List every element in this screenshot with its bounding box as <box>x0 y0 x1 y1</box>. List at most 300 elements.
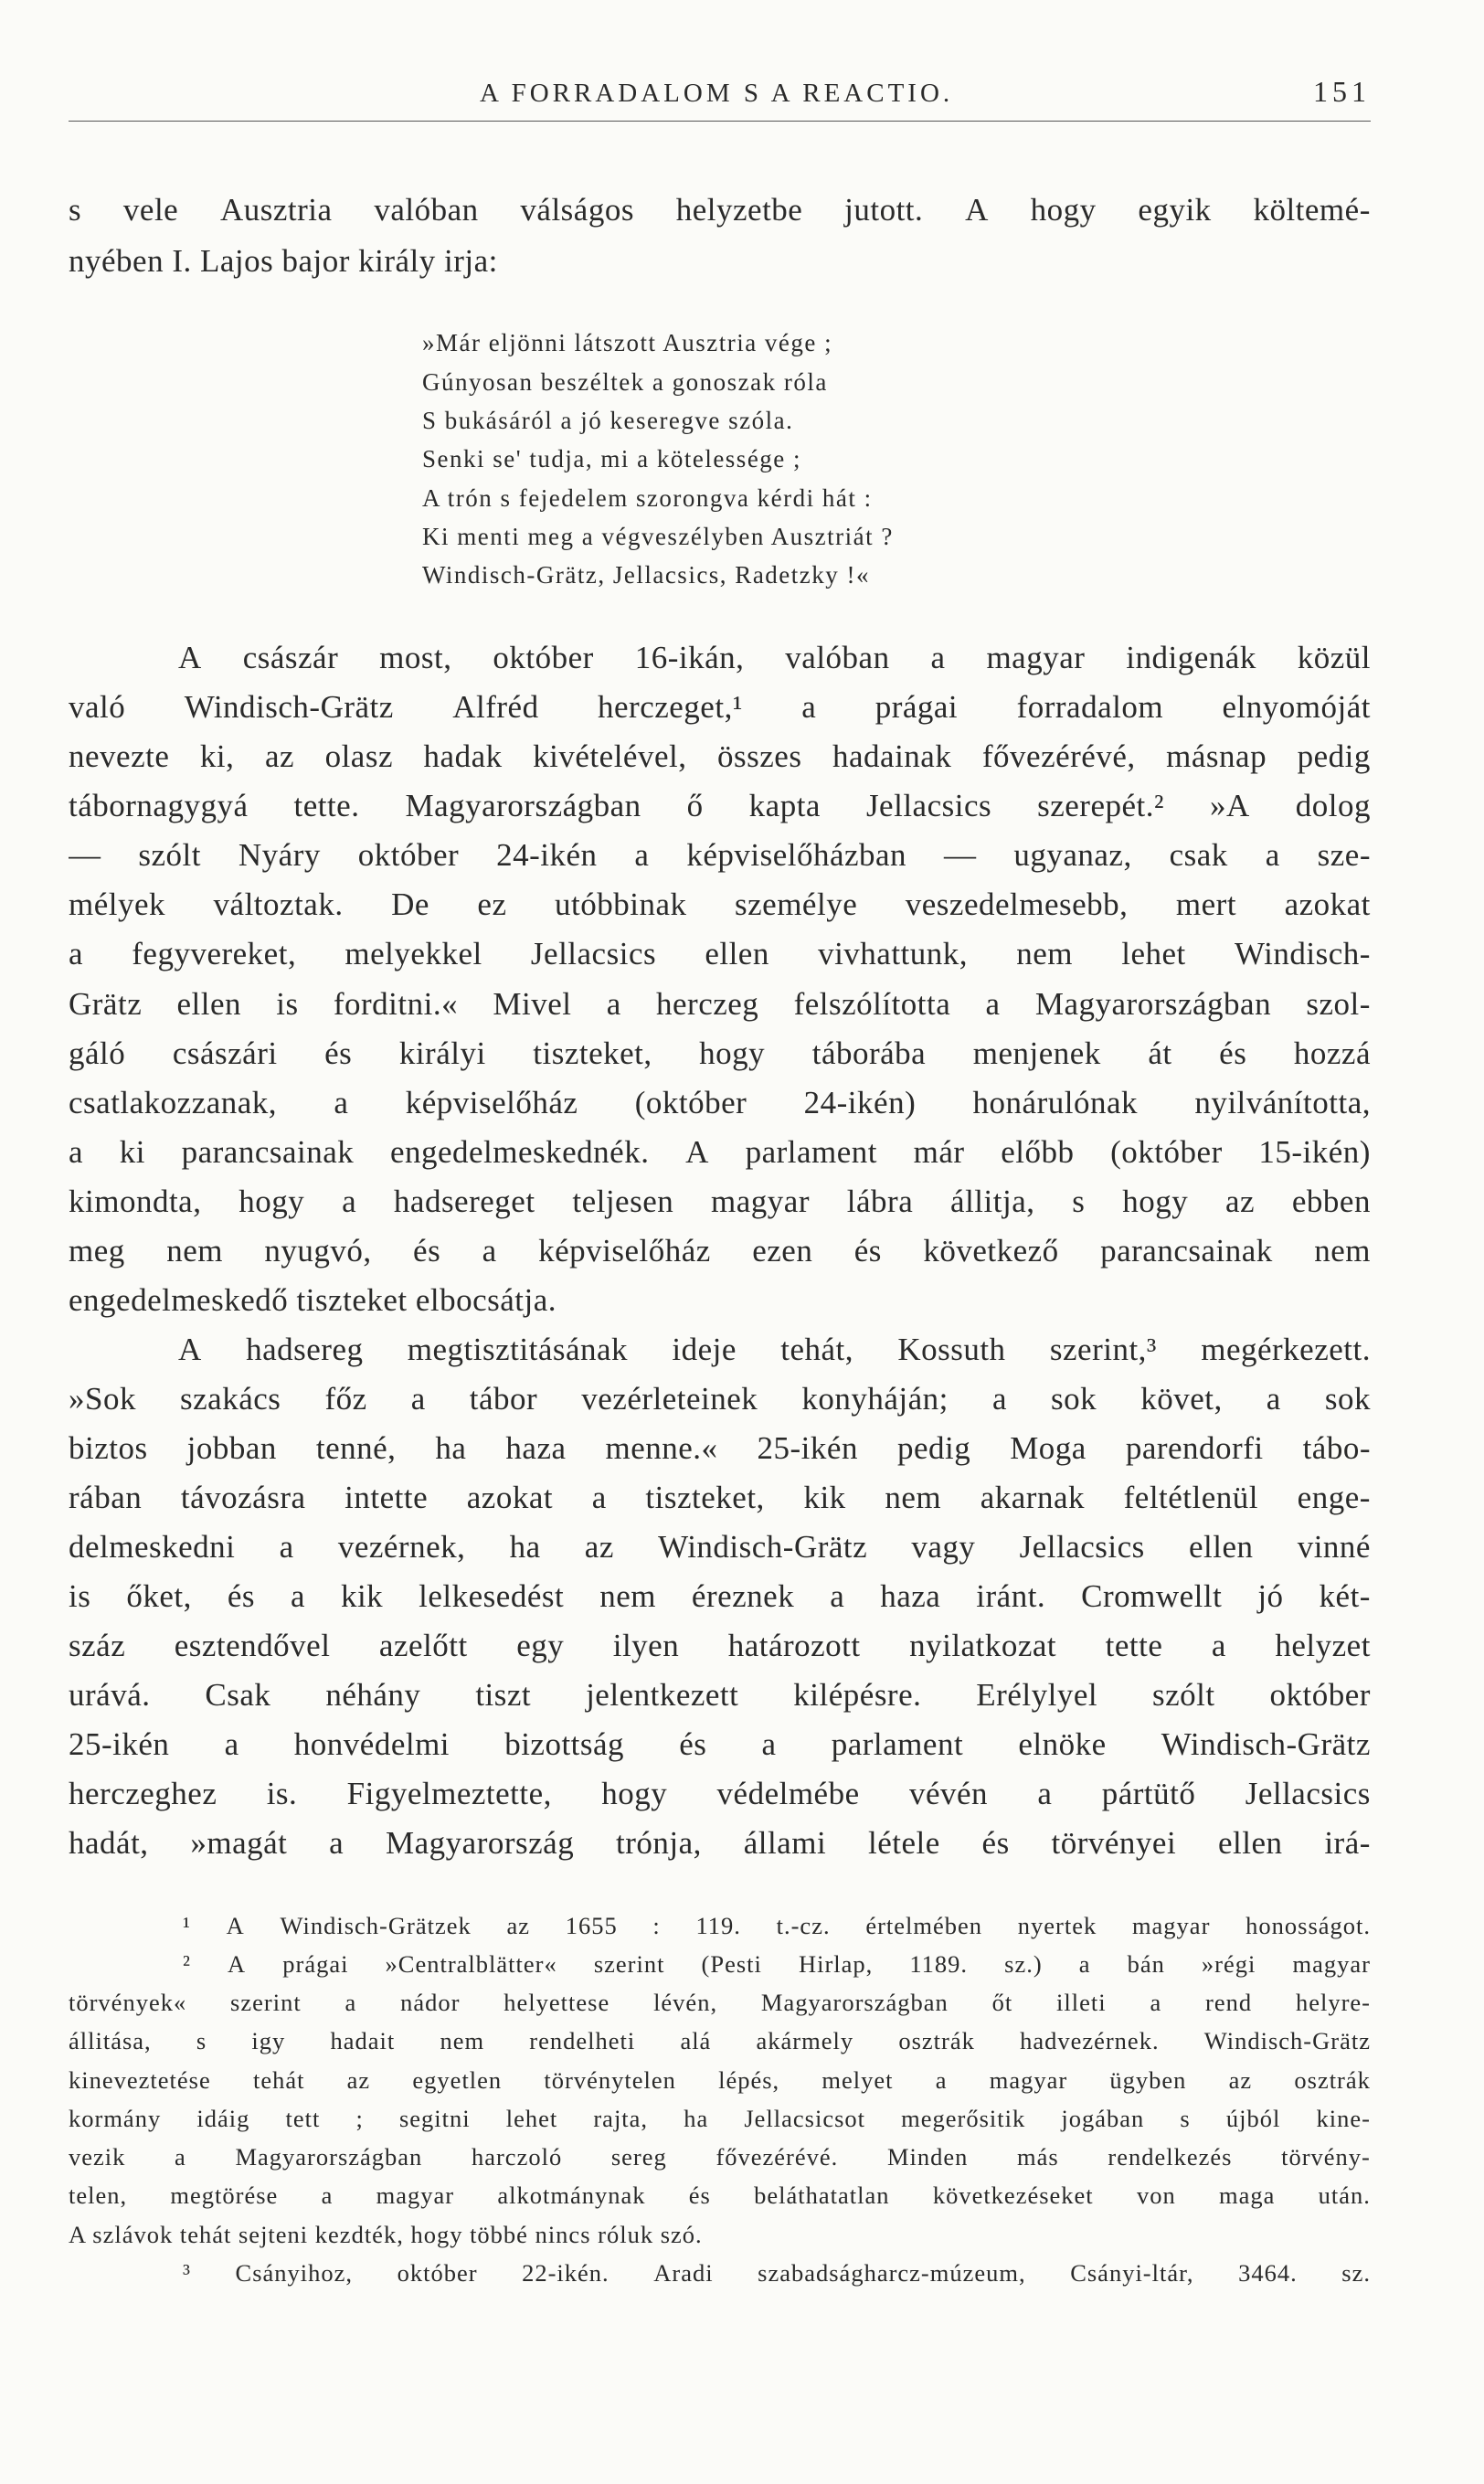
word: nyugvó, <box>264 1233 372 1269</box>
word: magyar <box>1131 1912 1211 1939</box>
word: való <box>69 689 126 725</box>
word: után. <box>1318 2181 1371 2209</box>
word: magyar <box>989 2066 1068 2094</box>
word: és <box>227 1578 255 1614</box>
word: delmeskedni <box>69 1529 236 1565</box>
poem-line: Windisch-Grätz, Jellacsics, Radetzky !« <box>422 561 871 589</box>
word: Csányi-ltár, <box>1070 2259 1194 2287</box>
word: herczeg <box>656 986 759 1022</box>
word: sze- <box>1317 837 1371 873</box>
word: száz <box>69 1628 126 1663</box>
word: ellen <box>1217 1825 1283 1861</box>
word: ez <box>477 886 507 922</box>
word: szerepét.² <box>1037 788 1164 823</box>
word: »A <box>1209 788 1250 823</box>
word: a <box>321 2181 334 2209</box>
word: lelkesedést <box>419 1578 565 1614</box>
word: őt <box>991 1989 1013 2016</box>
word: honosságot. <box>1246 1912 1371 1939</box>
footnote-line <box>69 1989 1371 2017</box>
word: meg <box>69 1233 125 1269</box>
word: Grätz <box>69 986 143 1022</box>
paragraph-1-line <box>69 1085 1371 1121</box>
word: De <box>391 886 429 922</box>
word: nádor <box>400 1989 461 2016</box>
word: akarnak <box>980 1480 1085 1515</box>
footnote-line <box>69 2066 1371 2095</box>
word: fegyvereket, <box>132 936 297 971</box>
word: maga <box>1219 2181 1276 2209</box>
word: a <box>1266 1381 1281 1417</box>
word: vezik <box>69 2143 126 2171</box>
word: csatlakozzanak, <box>69 1085 278 1120</box>
word: Csányihoz, <box>235 2259 354 2287</box>
word: a <box>410 1381 426 1417</box>
word: kik <box>340 1578 384 1614</box>
paragraph-1-line <box>69 788 1371 824</box>
word: dolog <box>1295 788 1371 823</box>
word: beláthatatlan <box>754 2181 890 2209</box>
word: hadsereget <box>393 1184 535 1219</box>
word: helyzetbe <box>675 192 803 228</box>
word: tiszteket, <box>645 1480 765 1515</box>
word: Minden <box>886 2143 969 2171</box>
word: Figyelmeztette, <box>346 1776 552 1811</box>
running-header <box>69 75 1371 122</box>
word: Windisch-Grätz <box>658 1529 868 1565</box>
word: és <box>981 1825 1010 1861</box>
word: sz. <box>1341 2259 1371 2287</box>
word: elnöke <box>1018 1726 1107 1762</box>
paragraph-2-line <box>69 1825 1371 1862</box>
word: csak <box>1169 837 1228 873</box>
word: Kossuth <box>897 1332 1006 1367</box>
word: menne.« <box>605 1430 718 1466</box>
word: a <box>279 1529 294 1565</box>
paragraph-2-line <box>178 1332 1371 1368</box>
word: — <box>69 837 101 873</box>
word: vévén <box>908 1776 989 1811</box>
word: rában <box>69 1480 143 1515</box>
word: mert <box>1175 886 1237 922</box>
word: október <box>1269 1677 1371 1713</box>
word: magyar <box>1292 1950 1371 1978</box>
poem-line: A trón s fejedelem szorongva kérdi hát : <box>422 484 873 512</box>
word: értelmében <box>865 1912 983 1939</box>
poem-line: Ki menti meg a végveszélyben Ausztriát ? <box>422 523 894 550</box>
word: helyettese <box>504 1989 610 2016</box>
word: megerősitik <box>901 2105 1026 2132</box>
footnote-line <box>69 2181 1371 2210</box>
word: és <box>688 2181 711 2209</box>
paragraph-1-line <box>178 640 1371 676</box>
word: 25-ikén <box>757 1430 858 1466</box>
word: haza <box>505 1430 567 1466</box>
word: a <box>329 1825 344 1861</box>
word: a <box>1078 1950 1091 1978</box>
word: herczeghez <box>69 1776 217 1811</box>
word: sok <box>1324 1381 1371 1417</box>
word: törvények« <box>69 1989 187 2016</box>
word: : <box>652 1912 661 1939</box>
word: parlament <box>745 1134 877 1170</box>
word: feltétlenül <box>1123 1480 1259 1515</box>
word: állitja, <box>950 1184 1035 1219</box>
word: kik <box>803 1480 846 1515</box>
word: ³ <box>183 2259 191 2287</box>
word: tett <box>285 2105 321 2132</box>
paragraph-1-line <box>69 886 1371 923</box>
word: prágai <box>282 1950 349 1978</box>
word: nem <box>599 1578 656 1614</box>
word: engedelmeskednék. <box>389 1134 650 1170</box>
paragraph-1-line <box>69 936 1371 972</box>
word: tábo- <box>1302 1430 1371 1466</box>
word: prágai <box>874 689 959 725</box>
word: szerint <box>230 1989 302 2016</box>
word: vezérnek, <box>337 1529 466 1565</box>
paragraph-1-line <box>69 1233 1371 1269</box>
word: és <box>853 1233 882 1269</box>
word: A <box>228 1950 247 1978</box>
word: teljesen <box>572 1184 674 1219</box>
word: Aradi <box>653 2259 714 2287</box>
word: s <box>1180 2105 1191 2132</box>
word: egyik <box>1138 192 1212 228</box>
word: herczeget,¹ <box>598 689 743 725</box>
word: s <box>1072 1184 1086 1219</box>
word: osztrák <box>898 2027 975 2054</box>
paragraph-1-line <box>69 837 1371 874</box>
word: királyi <box>398 1035 486 1071</box>
word: lehet <box>505 2105 558 2132</box>
word: képviselőház <box>538 1233 711 1269</box>
word: a <box>801 689 817 725</box>
word: menjenek <box>972 1035 1101 1071</box>
word: »Sok <box>69 1381 136 1417</box>
word: ő <box>686 788 704 823</box>
intro-line <box>69 192 1371 228</box>
word: ideje <box>672 1332 737 1367</box>
word: nem <box>1016 936 1074 971</box>
word: vivhattunk, <box>818 936 969 971</box>
word: iránt. <box>976 1578 1046 1614</box>
word: szólt <box>1152 1677 1215 1713</box>
word: Windisch-Grätzek <box>280 1912 472 1939</box>
word: illeti <box>1056 1989 1107 2016</box>
paragraph-1-line <box>69 689 1371 726</box>
word: ki <box>119 1134 145 1170</box>
word: jelentkezett <box>586 1677 739 1713</box>
word: következéseket <box>932 2181 1094 2209</box>
word: szerint <box>593 1950 665 1978</box>
word: Magyarországban <box>760 1989 949 2016</box>
word: határozott <box>727 1628 861 1663</box>
word: tette <box>1105 1628 1163 1663</box>
word: akármely <box>756 2027 854 2054</box>
word: s <box>69 192 82 228</box>
word: ki, <box>199 738 235 774</box>
chapter-title: A FORRADALOM S A REACTIO. <box>480 79 954 108</box>
word: hogy <box>1030 192 1097 228</box>
word: kilépésre. <box>793 1677 922 1713</box>
word: Windisch-Grätz <box>1161 1726 1371 1762</box>
word: 1655 <box>565 1912 618 1939</box>
word: a <box>606 986 621 1022</box>
word: Alfréd <box>452 689 539 725</box>
word: intette <box>344 1480 429 1515</box>
word: ebben <box>1291 1184 1371 1219</box>
word: a <box>985 986 1001 1022</box>
word: a <box>344 1989 357 2016</box>
header-rule <box>69 121 1371 122</box>
word: sereg <box>610 2143 667 2171</box>
word: sz.) <box>1004 1950 1043 1978</box>
word: olasz <box>324 738 393 774</box>
word: A <box>226 1912 245 1939</box>
word: irá- <box>1324 1825 1371 1861</box>
footnote-line <box>183 2259 1371 2288</box>
word: — <box>943 837 977 873</box>
word: s <box>196 2027 207 2054</box>
word: melyet <box>822 2066 894 2094</box>
word: vinné <box>1297 1529 1371 1565</box>
paragraph-2-line <box>69 1430 1371 1467</box>
footnote-line <box>183 1950 1371 1979</box>
word: ezen <box>752 1233 813 1269</box>
paragraph-1-line <box>69 1035 1371 1072</box>
word: parlament <box>831 1726 964 1762</box>
word: a <box>930 640 946 675</box>
word: 24-ikén) <box>803 1085 917 1120</box>
word: hozzá <box>1293 1035 1371 1071</box>
paragraph-2-line <box>69 1578 1371 1615</box>
word: Mivel <box>493 986 572 1022</box>
word: most, <box>379 640 452 675</box>
word: Magyarországban <box>405 788 641 823</box>
word: ha <box>435 1430 467 1466</box>
word: egy <box>516 1628 565 1663</box>
word: állami <box>743 1825 827 1861</box>
word: követ, <box>1140 1381 1223 1417</box>
word: parendorfi <box>1125 1430 1264 1466</box>
word: elnyomóját <box>1222 689 1371 725</box>
word: A <box>178 640 202 675</box>
word: haza <box>880 1578 941 1614</box>
word: a <box>935 2066 948 2094</box>
word: Moga <box>1010 1430 1086 1466</box>
word: veszedelmesebb, <box>905 886 1129 922</box>
word: már <box>913 1134 965 1170</box>
word: nem <box>440 2027 485 2054</box>
word: forditni.« <box>333 986 459 1022</box>
paragraph-2-line <box>69 1776 1371 1812</box>
paragraph-1-line <box>69 986 1371 1023</box>
word: vele <box>122 192 179 228</box>
word: tenné, <box>315 1430 397 1466</box>
page-number: 151 <box>1313 75 1371 108</box>
word: a <box>591 1480 607 1515</box>
word: másnap <box>1166 738 1267 774</box>
word: lábra <box>846 1184 914 1219</box>
word: kivételével, <box>533 738 687 774</box>
word: segitni <box>398 2105 471 2132</box>
word: a <box>224 1726 239 1762</box>
word: kapta <box>748 788 821 823</box>
word: törvény- <box>1281 2143 1371 2171</box>
word: (október <box>1110 1134 1223 1170</box>
word: szol- <box>1306 986 1371 1022</box>
word: t.-cz. <box>776 1912 831 1939</box>
word: bán <box>1127 1950 1165 1978</box>
poem-line: »Már eljönni látszott Ausztria vége ; <box>422 329 833 356</box>
word: újból <box>1225 2105 1281 2132</box>
paragraph-1-line <box>69 738 1371 775</box>
word: az <box>346 2066 371 2094</box>
word: harczoló <box>471 2143 563 2171</box>
word: vagy <box>911 1529 976 1565</box>
word: valóban <box>785 640 890 675</box>
word: a <box>991 1381 1007 1417</box>
paragraph-2-line <box>69 1726 1371 1763</box>
word: képviselőház <box>405 1085 578 1120</box>
word: kineveztetése <box>69 2066 211 2094</box>
word: ¹ <box>183 1912 191 1939</box>
word: szakács <box>180 1381 281 1417</box>
word: hogy <box>699 1035 766 1071</box>
word: Jellacsics <box>865 788 992 823</box>
word: A <box>178 1332 202 1367</box>
word: ilyen <box>612 1628 680 1663</box>
word: ha <box>509 1529 541 1565</box>
word: sok <box>1051 1381 1097 1417</box>
word: hadait <box>330 2027 396 2054</box>
word: rendelkezés <box>1108 2143 1233 2171</box>
word: közül <box>1297 640 1371 675</box>
word: és <box>679 1726 707 1762</box>
word: 3464. <box>1238 2259 1298 2287</box>
word: rajta, <box>593 2105 649 2132</box>
word: a <box>761 1726 777 1762</box>
word: az <box>1225 1184 1256 1219</box>
word: tábor <box>469 1381 538 1417</box>
word: igy <box>251 2027 286 2054</box>
word: Csak <box>205 1677 271 1713</box>
word: a <box>830 1578 845 1614</box>
word: személye <box>735 886 858 922</box>
word: válságos <box>520 192 634 228</box>
word: 22-ikén. <box>522 2259 610 2287</box>
word: forradalom <box>1016 689 1164 725</box>
word: kine- <box>1316 2105 1371 2132</box>
word: 119. <box>695 1912 741 1939</box>
word: a <box>334 1085 349 1120</box>
word: vezérleteinek <box>581 1381 758 1417</box>
paragraph-1-line <box>69 1134 1371 1171</box>
word: két- <box>1319 1578 1371 1614</box>
word: magyar <box>376 2181 455 2209</box>
word: rendelheti <box>529 2027 636 2054</box>
word: ² <box>183 1950 191 1978</box>
word: és <box>413 1233 441 1269</box>
paragraph-2-line <box>69 1529 1371 1566</box>
word: biztos <box>69 1430 148 1466</box>
word: a <box>1211 1628 1226 1663</box>
word: Jellacsics <box>1245 1776 1371 1811</box>
word: törvényei <box>1051 1825 1177 1861</box>
word: állitása, <box>69 2027 152 2054</box>
word: távozásra <box>180 1480 306 1515</box>
word: konyháján; <box>801 1381 949 1417</box>
word: pártütő <box>1101 1776 1196 1811</box>
word: át <box>1148 1035 1172 1071</box>
word: a <box>1150 1989 1162 2016</box>
word: éreznek <box>691 1578 795 1614</box>
word: mélyek <box>69 886 166 922</box>
word: A <box>965 192 989 228</box>
word: a <box>175 2143 186 2171</box>
intro-line: nyében I. Lajos bajor király irja: <box>69 243 498 279</box>
word: Magyarországban <box>235 2143 423 2171</box>
word: hadsereg <box>246 1332 364 1367</box>
word: gáló <box>69 1035 126 1071</box>
word: bizottság <box>504 1726 625 1762</box>
word: melyekkel <box>344 936 482 971</box>
word: 16-ikán, <box>634 640 745 675</box>
word: 25-ikén <box>69 1726 170 1762</box>
word: »magát <box>190 1825 288 1861</box>
word: fővezérévé. <box>716 2143 839 2171</box>
word: ; <box>355 2105 364 2132</box>
footnote-line: A szlávok tehát sejteni kezdték, hogy többé nincs róluk szó. <box>69 2221 703 2248</box>
word: Erélylyel <box>976 1677 1098 1713</box>
word: és <box>1219 1035 1247 1071</box>
paragraph-2-line <box>69 1381 1371 1417</box>
footnote-line <box>183 1912 1371 1940</box>
word: utóbbinak <box>555 886 687 922</box>
word: nyertek <box>1017 1912 1097 1939</box>
word: von <box>1136 2181 1176 2209</box>
word: nem <box>885 1480 942 1515</box>
word: Jellacsicsot <box>744 2105 866 2132</box>
word: jogában <box>1061 2105 1145 2132</box>
word: nevezte <box>69 738 170 774</box>
footnote-line <box>69 2027 1371 2055</box>
word: osztrák <box>1294 2066 1371 2094</box>
word: megtörése <box>170 2181 279 2209</box>
word: ha <box>684 2105 709 2132</box>
word: néhány <box>325 1677 421 1713</box>
word: tehát, <box>780 1332 853 1367</box>
word: október <box>493 640 594 675</box>
footnote-line <box>69 2143 1371 2171</box>
word: szerint,³ <box>1049 1332 1157 1367</box>
word: Ausztria <box>219 192 333 228</box>
word: »régi <box>1201 1950 1256 1978</box>
word: hadát, <box>69 1825 149 1861</box>
word: Windisch-Grätz <box>184 689 394 725</box>
word: hadvezérnek. <box>1020 2027 1160 2054</box>
word: az <box>264 738 295 774</box>
word: költemé- <box>1253 192 1371 228</box>
footnote-line <box>69 2105 1371 2133</box>
word: előbb <box>1001 1134 1075 1170</box>
word: A <box>685 1134 709 1170</box>
word: helyre- <box>1295 1989 1371 2016</box>
word: idáig <box>196 2105 250 2132</box>
word: létele <box>867 1825 940 1861</box>
word: megérkezett. <box>1201 1332 1371 1367</box>
